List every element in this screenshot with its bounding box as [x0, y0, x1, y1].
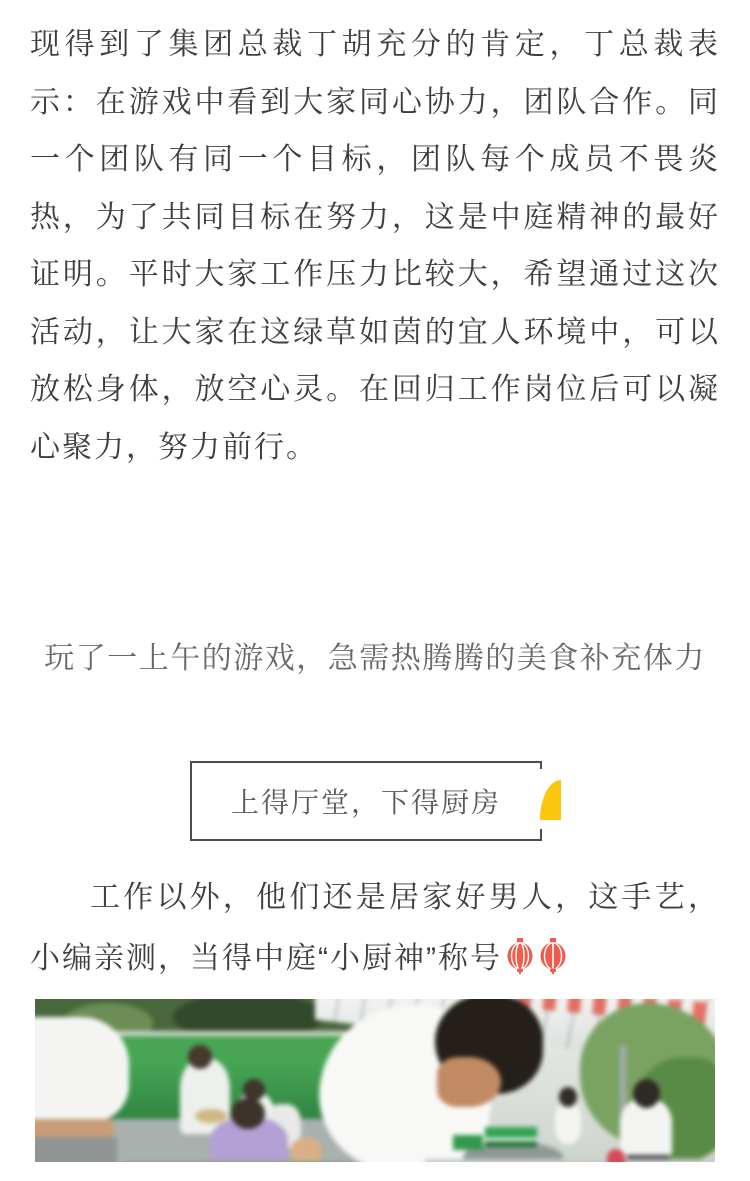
photo-green-crate: [453, 1135, 483, 1150]
event-photo[interactable]: [35, 999, 715, 1162]
photo-red-object: [607, 1149, 625, 1162]
photo-main-subject-face: [437, 1057, 501, 1107]
photo-left-person-pants: [35, 1137, 117, 1162]
section-title: 上得厅堂，下得厨房: [230, 787, 501, 818]
photo-crowd-head: [559, 1087, 577, 1107]
paragraph-after-box: [30, 867, 720, 989]
lead-line: 玩了一上午的游戏，急需热腾腾的美食补充体力: [44, 642, 706, 675]
red-lantern-icon: [538, 938, 568, 974]
photo-green-crate: [485, 1127, 537, 1147]
border-gap: [540, 769, 542, 829]
photo-concrete-floor: [425, 1159, 715, 1162]
photo-right-person-head: [633, 1079, 660, 1108]
red-lantern-icon: [505, 938, 535, 974]
photo-painting: [35, 999, 715, 1162]
yellow-petal-icon: [540, 780, 561, 820]
photo-straw-hat: [195, 1109, 227, 1123]
paragraph-text: 工作以外，他们还是居家好男人，这手艺，小编亲测，当得中庭“小厨神”称号: [30, 881, 720, 975]
photo-table-strip: [123, 1161, 353, 1162]
paragraph-main: 现得到了集团总裁丁胡充分的肯定，丁总裁表示：在游戏中看到大家同心协力，团队合作。同一个团队有同一个目标，团队每个成员不畏炎热，为了共同目标在努力，这是中庭精神的最好证明。平时大家工作压力比较大，希望通过这次活动，让大家在这绿草如茵的宜人环境中，可以放松身体，放空心灵。在回归工作岗位后可以凝心聚力，努力前行。: [30, 28, 720, 464]
photo-crowd-head: [231, 1098, 265, 1129]
article-body: [0, 16, 750, 1162]
photo-left-person-shirt: [35, 1017, 129, 1122]
photo-crowd-person: [555, 1102, 581, 1144]
photo-child-head: [290, 1137, 322, 1162]
photo-crowd-head: [188, 1045, 212, 1069]
article-page: [0, 16, 750, 1181]
section-title-box: [190, 761, 542, 841]
